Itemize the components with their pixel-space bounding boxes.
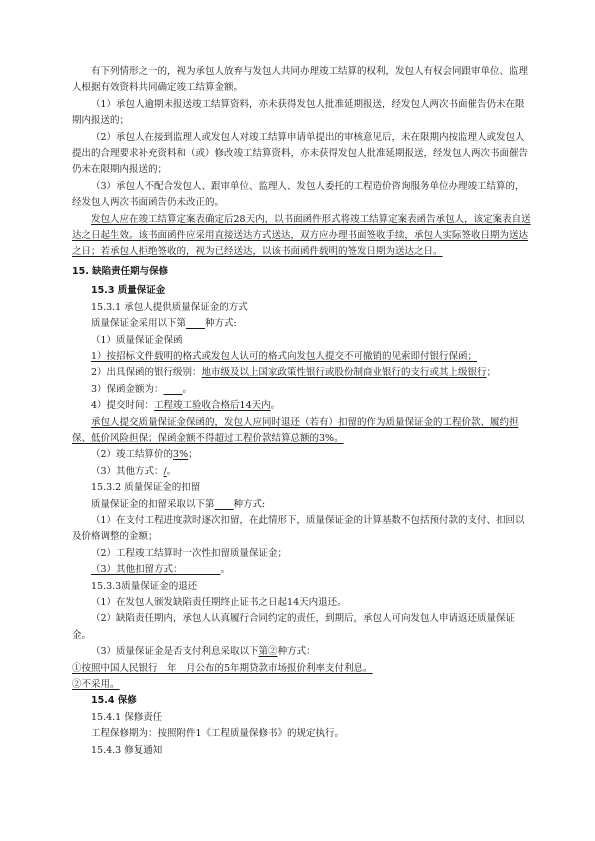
deposit-method-line bbox=[72, 316, 532, 332]
interest-option-2: ②不采用。 bbox=[72, 679, 120, 691]
retention-option-2: （2）工程竣工结算时一次性扣留质量保证金； bbox=[91, 547, 288, 559]
clause-15-4-3-title: 15.4.3 修复通知 bbox=[91, 744, 163, 756]
guarantee-item-1: 1）按招标文件载明的格式或发包人认可的格式向发包人提交不可撤销的见索即付银行保函； bbox=[91, 350, 478, 362]
return-option-3 bbox=[72, 644, 532, 660]
clause-15-4-1-title: 15.4.1 保修责任 bbox=[91, 711, 163, 723]
bank-level-value: 地市级及以上国家政策性银行或股份制商业银行的支行或其上级银行 bbox=[201, 367, 487, 379]
option-2-label: （2）竣工结算价的 bbox=[91, 449, 174, 461]
return-option-2: （2）缺陷责任期内，承包人认真履行合同约定的责任，到期后，承包人可向发包人申请返还质量保证金。 bbox=[72, 613, 516, 641]
guarantee-option-2 bbox=[72, 447, 532, 463]
guarantee-item-4 bbox=[72, 398, 532, 414]
clause-15-3-2-title: 15.3.2 质量保证金的扣留 bbox=[91, 482, 201, 494]
paragraph-case-2: （2）承包人在接到监理人或发包人对竣工结算申请单提出的审核意见后，未在限期内按监理人或发包人提出的合理要求补充资料和（或）修改竣工结算资料，亦未获得发包人批准延期报送，经发包人两次书面催告仍未在限期内报送的； bbox=[72, 131, 529, 176]
retention-other-blank: ________ bbox=[182, 564, 221, 576]
guarantee-option-1: （1）质量保证金保函 bbox=[91, 334, 183, 346]
bank-level-label: 2）出具保函的银行级别： bbox=[91, 367, 202, 379]
paragraph-case-1: （1）承包人逾期未报送竣工结算资料，亦未获得发包人批准延期报送，经发包人两次书面催告仍未在限期内报送的； bbox=[72, 98, 525, 127]
guarantee-amount-suffix: 。 bbox=[182, 383, 193, 395]
section-heading-15: 15. 缺陷责任期与保修 bbox=[72, 265, 169, 277]
deposit-method-blank: ____ bbox=[186, 318, 206, 330]
interest-method-choice: 第② bbox=[258, 646, 278, 658]
retention-other-suffix: 。 bbox=[220, 564, 231, 576]
deposit-method-suffix: 种方式: bbox=[205, 318, 237, 330]
retention-method-label: 质量保证金的扣留采取以下第 bbox=[91, 498, 215, 510]
retention-method-line bbox=[72, 497, 532, 513]
retention-option-3 bbox=[72, 562, 532, 578]
guarantee-item-2 bbox=[72, 365, 532, 381]
guarantee-amount-label: 3）保函金额为： bbox=[91, 383, 164, 395]
document-body bbox=[72, 64, 532, 759]
guarantee-option-3 bbox=[72, 464, 532, 480]
retention-other-label: （3）其他扣留方式： bbox=[91, 564, 183, 576]
submit-time-value: 工程竣工验收合格后14天内 bbox=[154, 400, 271, 412]
submit-time-suffix: 。 bbox=[270, 400, 281, 412]
option-3-label: （3）其他方式： bbox=[91, 465, 164, 477]
paragraph-case-3: （3）承包人不配合发包人、跟审单位、监理人、发包人委托的工程造价咨询服务单位办理竣工结算的，经发包人两次书面函告仍未改正的。 bbox=[72, 180, 525, 209]
retention-method-suffix: 种方式: bbox=[233, 498, 266, 510]
option-2-suffix: ； bbox=[188, 449, 198, 461]
section-heading-15-3: 15.3 质量保证金 bbox=[91, 285, 166, 297]
guarantee-amount-blank: ____ bbox=[163, 383, 183, 395]
interest-method-label: （3）质量保证金是否支付利息采取以下 bbox=[91, 646, 259, 658]
interest-method-suffix: 种方式： bbox=[277, 646, 316, 658]
retention-option-1: （1）在支付工程进度款时逐次扣留，在此情形下，质量保证金的计算基数不包括预付款的支付、扣回以及价格调整的金额； bbox=[72, 514, 525, 543]
warranty-period-line: 工程保修期为：按照附件1《工程质量保修书》的规定执行。 bbox=[91, 728, 345, 740]
submit-time-label: 4）提交时间： bbox=[91, 400, 155, 412]
return-option-1: （1）在发包人颁发缺陷责任期终止证书之日起14天内退还。 bbox=[91, 597, 347, 608]
guarantee-item-3 bbox=[72, 382, 532, 398]
retention-method-blank: ____ bbox=[214, 498, 234, 510]
clause-15-3-1-title: 15.3.1 承包人提供质量保证金的方式 bbox=[91, 301, 248, 313]
bank-level-suffix: ； bbox=[486, 367, 497, 379]
option-3-suffix: 。 bbox=[166, 465, 177, 477]
interest-option-1: ①按照中国人民银行 年 月公布的5年期贷款市场报价利率支付利息。 bbox=[72, 662, 373, 674]
paragraph-intro: 有下列情形之一的，视为承包人放弃与发包人共同办理竣工结算的权利，发包人有权会同跟审单位、监理人根据有效资料共同确定竣工结算金额。 bbox=[72, 66, 529, 94]
option-3-value: / bbox=[163, 465, 167, 477]
deposit-method-label: 质量保证金采用以下第 bbox=[91, 318, 187, 330]
guarantee-note: 承包人提交质量保证金保函的，发包人应同时退还（若有）扣留的作为质量保证金的工程价款、履约担保、低价风险担保；保函金额不得超过工程价款结算总额的3%。 bbox=[72, 416, 519, 444]
clause-15-3-3-title: 15.3.3质量保证金的退还 bbox=[91, 580, 198, 592]
option-2-percent: 3% bbox=[173, 449, 189, 461]
section-heading-15-4: 15.4 保修 bbox=[91, 695, 137, 707]
paragraph-settlement-confirmation: 发包人应在竣工结算定案表确定后28天内，以书面函件形式将竣工结算定案表函告承包人，该定案表自送达之日起生效。该书面函件应采用直接送达方式送达，双方应办理书面签收手续，承包人实际签收日期为送达之日；若承包人拒绝签收的，视为已经送达，以该书面函件载明的签发日期为送达之日。 bbox=[72, 213, 531, 258]
